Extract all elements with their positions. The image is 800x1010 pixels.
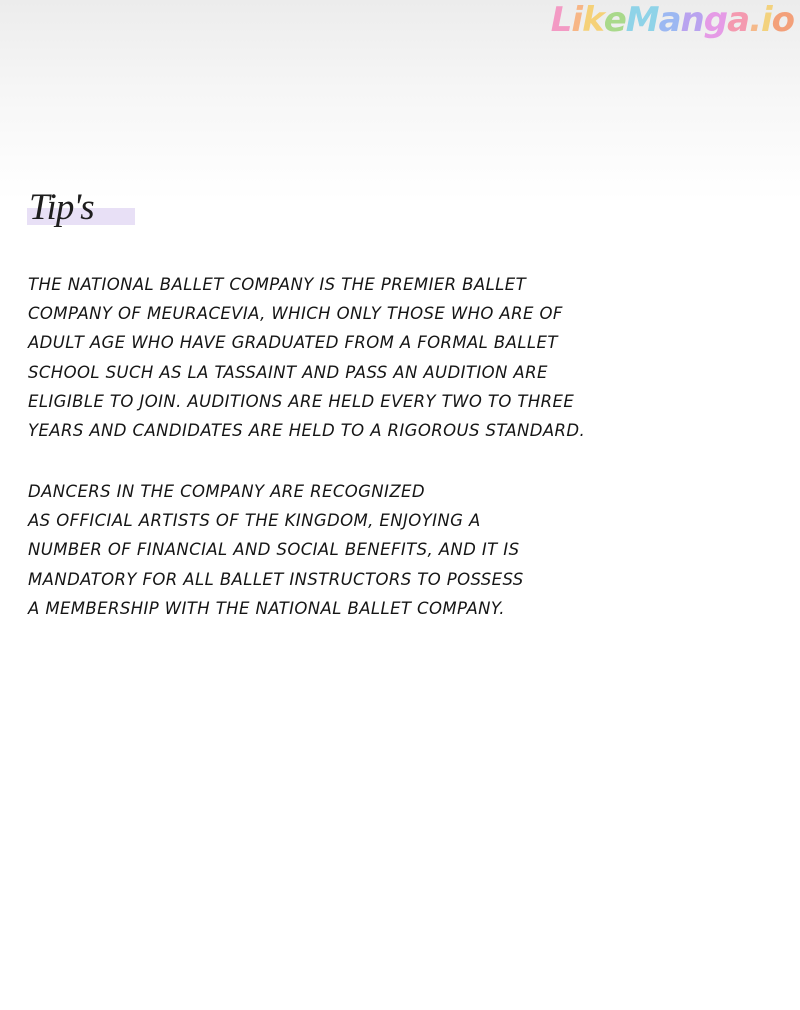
watermark-letter: i <box>760 0 772 40</box>
text-line: A MEMBERSHIP WITH THE NATIONAL BALLET COMPANY. <box>28 598 505 618</box>
watermark-letter: n <box>680 0 704 40</box>
text-line: DANCERS IN THE COMPANY ARE RECOGNIZED <box>28 482 425 501</box>
watermark-letter: e <box>603 0 626 40</box>
watermark-letter: . <box>749 0 761 40</box>
text-line: SCHOOL SUCH AS LA TASSAINT AND PASS AN AUDITION ARE <box>28 362 548 382</box>
watermark-letter: o <box>771 0 794 40</box>
text-line: COMPANY OF MEURACEVIA, WHICH ONLY THOSE WHO ARE OF <box>28 304 563 324</box>
text-line: THE NATIONAL BALLET COMPANY IS THE PREMIER BALLET <box>28 275 527 294</box>
tips-heading <box>27 188 137 228</box>
site-watermark-logo <box>551 0 794 40</box>
text-line: MANDATORY FOR ALL BALLET INSTRUCTORS TO POSSESS <box>28 569 524 589</box>
watermark-letter: M <box>625 0 659 40</box>
text-line: ELIGIBLE TO JOIN. AUDITIONS ARE HELD EVERY TWO TO THREE <box>28 391 575 411</box>
text-line: AS OFFICIAL ARTISTS OF THE KINGDOM, ENJOYING A <box>28 511 481 531</box>
watermark-letter: k <box>582 0 604 40</box>
watermark-letter: a <box>658 0 681 40</box>
tips-title: Tip's <box>29 187 94 228</box>
watermark-letter: i <box>571 0 583 40</box>
text-line: NUMBER OF FINANCIAL AND SOCIAL BENEFITS, AND IT IS <box>28 540 520 560</box>
paragraph-national-ballet-company <box>28 270 585 445</box>
text-line: YEARS AND CANDIDATES ARE HELD TO A RIGOROUS STANDARD. <box>28 421 586 441</box>
paragraph-dancers-benefits <box>28 477 524 623</box>
watermark-letter: L <box>550 0 572 40</box>
watermark-letter: a <box>727 0 750 40</box>
text-line: ADULT AGE WHO HAVE GRADUATED FROM A FORMAL BALLET <box>28 333 558 353</box>
watermark-letter: g <box>703 0 728 40</box>
